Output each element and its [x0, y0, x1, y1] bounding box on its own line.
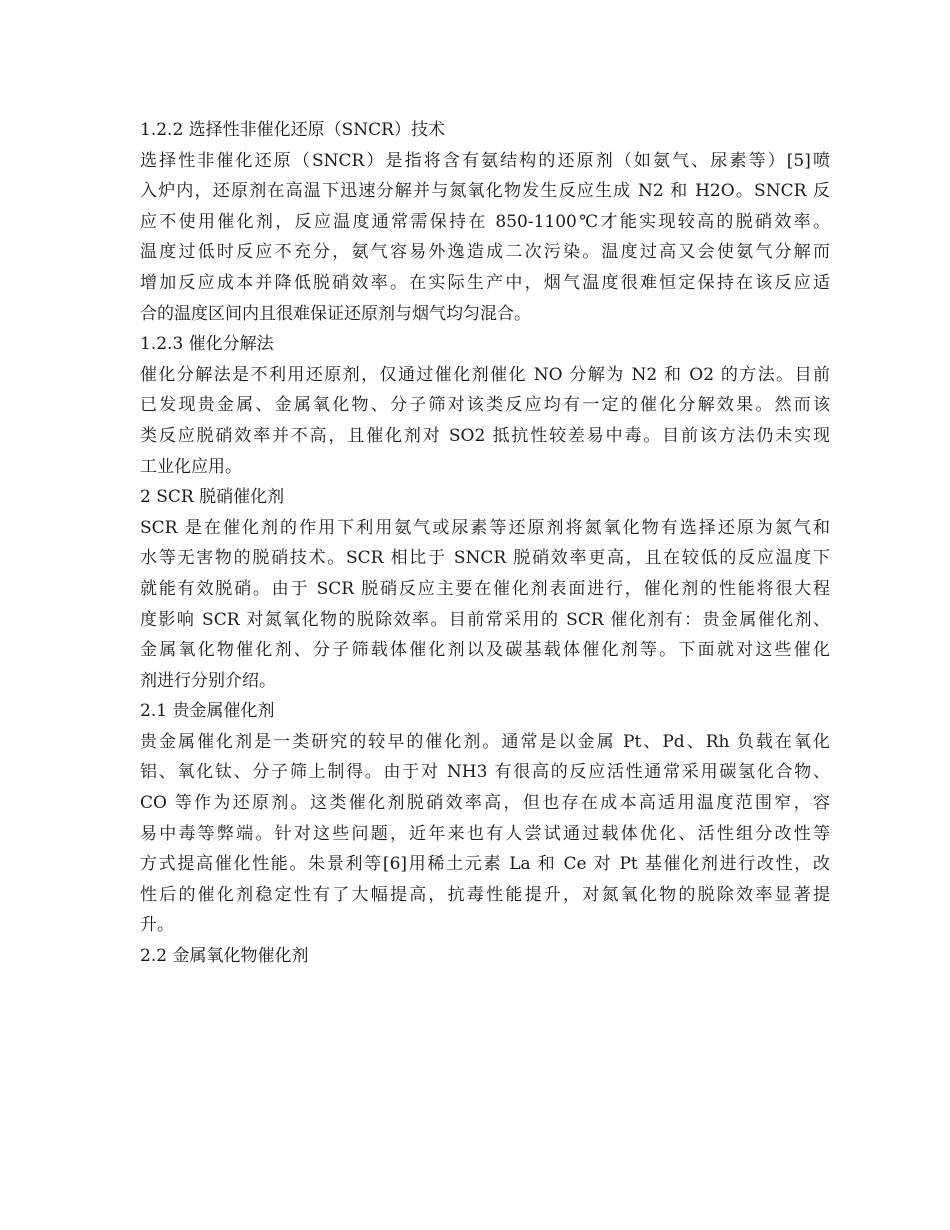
paragraph-line: 就能有效脱硝。由于 SCR 脱硝反应主要在催化剂表面进行，催化剂的性能将很大程 [140, 578, 830, 599]
section-heading: 1.2.2 选择性非催化还原（SNCR）技术 [140, 120, 445, 140]
paragraph-line: 工业化应用。 [140, 456, 242, 477]
paragraph-line: 金属氧化物催化剂、分子筛载体催化剂以及碳基载体催化剂等。下面就对这些催化 [140, 640, 830, 661]
paragraph-line: 合的温度区间内且很难保证还原剂与烟气均匀混合。 [140, 303, 531, 324]
paragraph-line: 已发现贵金属、金属氧化物、分子筛对该类反应均有一定的催化分解效果。然而该 [140, 395, 830, 416]
document-body [140, 115, 830, 972]
paragraph-line: SCR 是在催化剂的作用下利用氨气或尿素等还原剂将氮氧化物有选择还原为氮气和 [140, 517, 830, 538]
paragraph-line: 升。 [140, 915, 174, 936]
paragraph-line: 催化分解法是不利用还原剂，仅通过催化剂催化 NO 分解为 N2 和 O2 的方法。目前 [140, 364, 830, 385]
paragraph [140, 727, 830, 941]
paragraph-line: 入炉内，还原剂在高温下迅速分解并与氮氧化物发生反应生成 N2 和 H2O。SNCR 反 [140, 181, 830, 202]
section-heading: 2.2 金属氧化物催化剂 [140, 946, 309, 967]
paragraph-line: 剂进行分别介绍。 [140, 670, 276, 691]
section-heading: 2.1 贵金属催化剂 [140, 701, 275, 722]
paragraph-line: 方式提高催化性能。朱景利等[6]用稀土元素 La 和 Ce 对 Pt 基催化剂进行改性，改 [140, 854, 830, 875]
section-heading: 1.2.3 催化分解法 [140, 334, 274, 355]
paragraph-line: 应不使用催化剂，反应温度通常需保持在 850-1100℃才能实现较高的脱硝效率。 [140, 211, 830, 232]
section-metal-oxide-catalyst [140, 941, 830, 972]
paragraph-line: 增加反应成本并降低脱硝效率。在实际生产中，烟气温度很难恒定保持在该反应适 [140, 272, 830, 293]
section-noble-metal-catalyst [140, 696, 830, 941]
paragraph-line: 类反应脱硝效率并不高，且催化剂对 SO2 抵抗性较差易中毒。目前该方法仍未实现 [140, 425, 830, 446]
paragraph [140, 513, 830, 697]
paragraph [140, 146, 830, 330]
paragraph-line: 贵金属催化剂是一类研究的较早的催化剂。通常是以金属 Pt、Pd、Rh 负载在氧化 [140, 731, 830, 752]
section-catalytic-decomposition [140, 329, 830, 482]
section-scr-catalyst [140, 482, 830, 696]
section-heading: 2 SCR 脱硝催化剂 [140, 487, 285, 508]
paragraph-line: 性后的催化剂稳定性有了大幅提高，抗毒性能提升，对氮氧化物的脱除效率显著提 [140, 884, 830, 905]
paragraph-line: CO 等作为还原剂。这类催化剂脱硝效率高，但也存在成本高适用温度范围窄，容 [140, 793, 830, 814]
paragraph-line: 易中毒等弊端。针对这些问题，近年来也有人尝试通过载体优化、活性组分改性等 [140, 823, 830, 844]
paragraph-line: 铝、氧化钛、分子筛上制得。由于对 NH3 有很高的反应活性通常采用碳氢化合物、 [140, 762, 830, 783]
paragraph-line: 水等无害物的脱硝技术。SCR 相比于 SNCR 脱硝效率更高，且在较低的反应温度下 [140, 548, 830, 569]
paragraph-line: 温度过低时反应不充分，氨气容易外逸造成二次污染。温度过高又会使氨气分解而 [140, 242, 830, 263]
paragraph-line: 度影响 SCR 对氮氧化物的脱除效率。目前常采用的 SCR 催化剂有：贵金属催化剂、 [140, 609, 830, 630]
paragraph [140, 360, 830, 482]
section-sncr [140, 115, 830, 329]
paragraph-line: 选择性非催化还原（SNCR）是指将含有氨结构的还原剂（如氨气、尿素等）[5]喷 [140, 150, 830, 171]
